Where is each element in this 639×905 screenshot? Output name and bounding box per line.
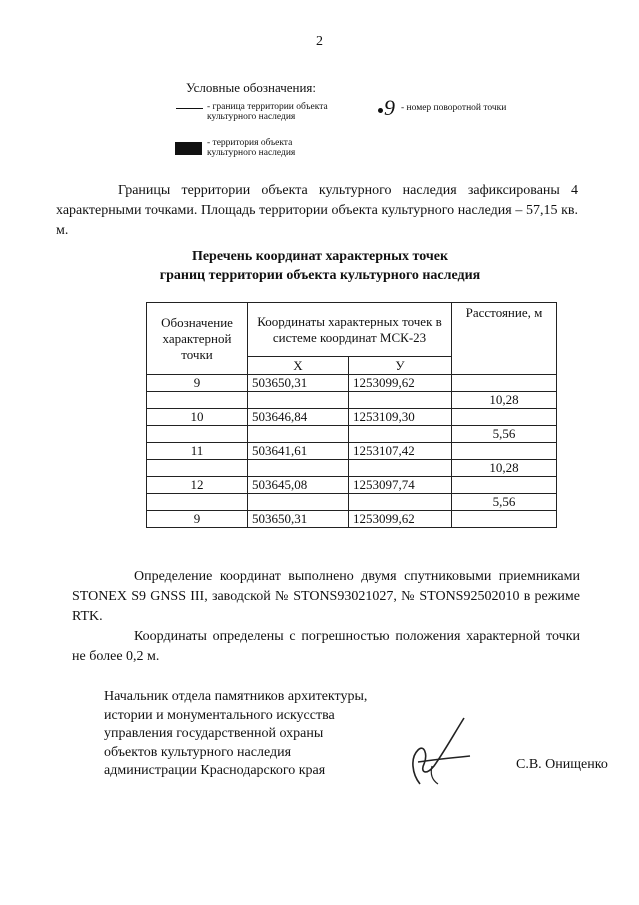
point-cell: 9: [147, 375, 248, 392]
table-title: [100, 247, 540, 285]
legend-turn-point-number: 9: [384, 95, 395, 120]
intro-paragraph: Границы территории объекта культурного наследия зафиксированы 4 характерными точками. Площадь территории объекта культурного наследия – 57,15 кв. м.: [56, 183, 578, 238]
distance-cell: [452, 443, 557, 460]
table-row: [147, 409, 557, 426]
table-row: [147, 426, 557, 443]
x-cell: 503641,61: [248, 443, 349, 460]
coordinates-table: [146, 302, 557, 528]
distance-cell: 5,56: [452, 494, 557, 511]
turn-point-dot-icon: [378, 108, 383, 113]
y-cell: 1253099,62: [349, 375, 452, 392]
distance-cell: 10,28: [452, 460, 557, 477]
distance-cell: [452, 409, 557, 426]
legend-title: Условные обозначения:: [186, 80, 317, 95]
boundary-line-symbol: [176, 108, 203, 109]
table-title-line-1: Перечень координат характерных точек: [191, 249, 449, 264]
table-row: [147, 375, 557, 392]
y-cell: 1253109,30: [349, 409, 452, 426]
header-coords: Координаты характерных точек в системе координат МСК-23: [248, 303, 452, 357]
y-cell: 1253097,74: [349, 477, 452, 494]
legend-boundary-label: - граница территории объекта культурного наследия: [207, 102, 328, 122]
distance-cell: 5,56: [452, 426, 557, 443]
page-number: 2: [316, 34, 323, 49]
position-line: администрации Краснодарского края: [104, 763, 326, 778]
signatory-name: С.В. Онищенко: [516, 757, 608, 772]
table-row: [147, 443, 557, 460]
distance-cell: [452, 375, 557, 392]
distance-cell: [452, 511, 557, 528]
table-row: [147, 494, 557, 511]
header-y: У: [349, 357, 452, 375]
legend-turn-point-label: - номер поворотной точки: [401, 103, 507, 113]
point-cell: 11: [147, 443, 248, 460]
y-cell: 1253107,42: [349, 443, 452, 460]
position-line: истории и монументального искусства: [104, 707, 335, 723]
x-cell: 503645,08: [248, 477, 349, 494]
header-distance: Расстояние, м: [452, 303, 557, 375]
distance-cell: [452, 477, 557, 494]
table-row: [147, 460, 557, 477]
point-cell: 12: [147, 477, 248, 494]
x-cell: 503650,31: [248, 375, 349, 392]
legend-territory-label: - территория объекта культурного наследия: [207, 138, 296, 158]
position-line: управления государственной охраны: [104, 726, 324, 741]
x-cell: 503650,31: [248, 511, 349, 528]
table-row: [147, 511, 557, 528]
distance-cell: 10,28: [452, 392, 557, 409]
position-line: объектов культурного наследия: [104, 744, 292, 760]
territory-fill-symbol: [175, 142, 202, 155]
handwritten-signature: [398, 714, 474, 792]
position-line: Начальник отдела памятников архитектуры,: [104, 689, 368, 704]
x-cell: 503646,84: [248, 409, 349, 426]
header-x: Х: [248, 357, 349, 375]
signatory-position: [104, 688, 367, 781]
y-cell: 1253099,62: [349, 511, 452, 528]
header-designation: Обозначение характерной точки: [147, 303, 248, 375]
method-paragraph: Определение координат выполнено двумя спутниковыми приемниками STONEX S9 GNSS III, заводской № STONS93021027, № STONS92502010 в режиме RTK.: [72, 569, 580, 624]
point-cell: 10: [147, 409, 248, 426]
table-title-line-2: границ территории объекта культурного наследия: [159, 268, 481, 283]
point-cell: 9: [147, 511, 248, 528]
table-row: [147, 392, 557, 409]
accuracy-paragraph: Координаты определены с погрешностью положения характерной точки не более 0,2 м.: [72, 629, 580, 664]
table-row: [147, 477, 557, 494]
